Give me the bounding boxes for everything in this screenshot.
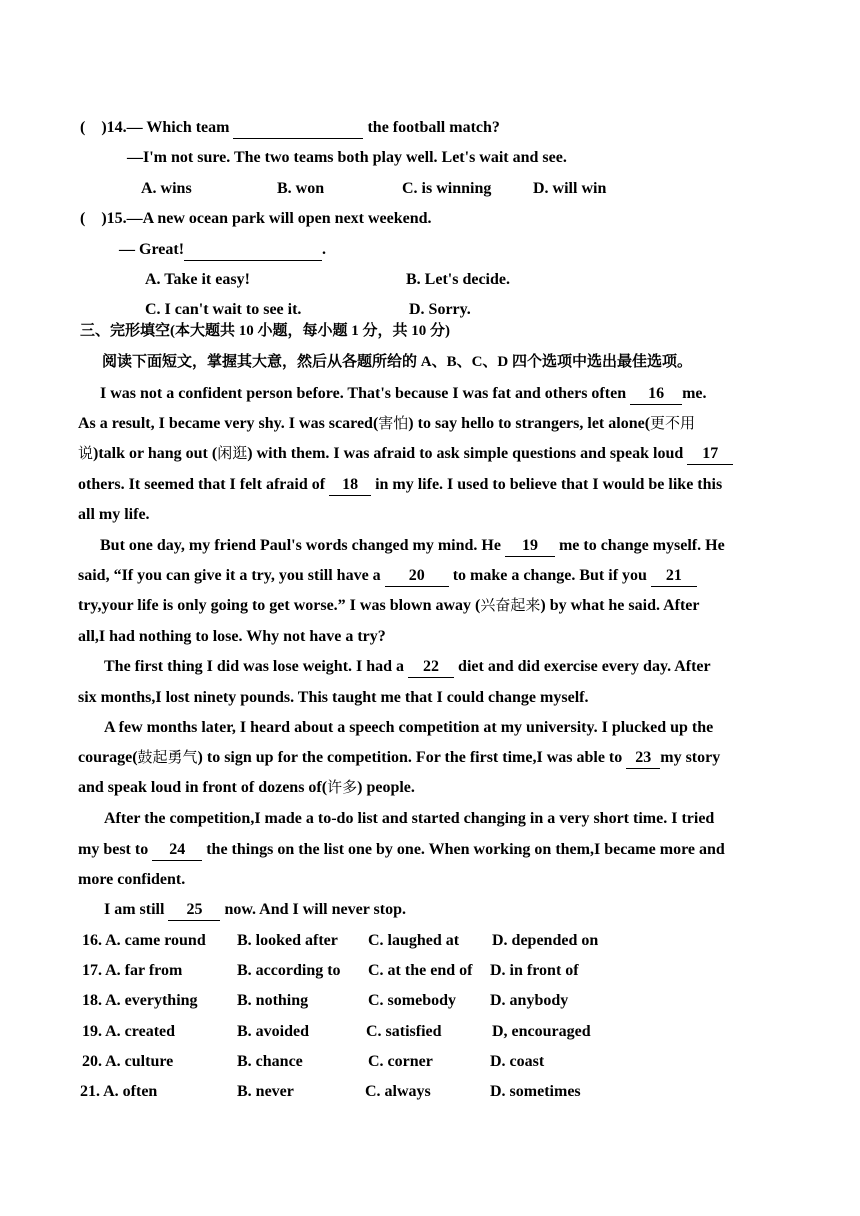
choice-19-b[interactable]: B. avoided (237, 1023, 310, 1040)
passage-line: six months,I lost ninety pounds. This taught me that I could change myself. (78, 689, 589, 706)
passage-line (78, 747, 720, 769)
passage-line: After the competition,I made a to-do list and started changing in a very short time. I tried (104, 810, 715, 827)
passage-line: more confident. (78, 871, 186, 888)
choice-18-b[interactable]: B. nothing (237, 992, 309, 1009)
passage-line: all,I had nothing to lose. Why not have a try? (78, 628, 386, 645)
gloss: 害怕 (378, 414, 409, 432)
passage-text: to make a change. But if you (448, 567, 651, 584)
blank-24[interactable]: 24 (152, 840, 202, 861)
passage-text: ) to say hello to strangers, let alone( (408, 415, 651, 432)
passage-line (100, 384, 707, 405)
passage-text: )talk or hang out ( (93, 445, 218, 462)
option-b[interactable]: B. won (277, 180, 325, 197)
answer-blank[interactable] (184, 240, 322, 261)
choice-18-d[interactable]: D. anybody (490, 992, 569, 1009)
passage-line (78, 840, 725, 861)
section-heading: 三、完形填空(本大题共 10 小题，每小题 1 分，共 10 分) (80, 323, 450, 339)
passage-text: said, “If you can give it a try, you still have a (78, 567, 385, 584)
passage-text: courage( (78, 749, 138, 766)
choice-16-b[interactable]: B. looked after (237, 932, 338, 949)
passage-line (78, 777, 415, 798)
choice-21-a[interactable]: 21. A. often (80, 1083, 158, 1100)
passage-text: me. (682, 385, 707, 402)
choice-19-c[interactable]: C. satisfied (366, 1023, 442, 1040)
choice-20-d[interactable]: D. coast (490, 1053, 545, 1070)
passage-line (100, 536, 725, 557)
choice-18-a[interactable]: 18. A. everything (82, 992, 198, 1009)
passage-line (78, 443, 733, 465)
passage-text: ) to sign up for the competition. For the first time,I was able to (197, 749, 627, 766)
option-a[interactable]: A. wins (141, 180, 192, 197)
gloss: 说 (78, 444, 94, 462)
passage-line: A few months later, I heard about a speech competition at my university. I plucked up the (104, 719, 714, 736)
blank-19[interactable]: 19 (505, 536, 555, 557)
question-15 (80, 209, 432, 229)
choice-18-c[interactable]: C. somebody (368, 992, 457, 1009)
passage-text: the things on the list one by one. When working on them,I became more and (202, 841, 725, 858)
blank-21[interactable]: 21 (651, 566, 697, 587)
passage-text: me to change myself. He (554, 537, 725, 554)
choice-21-d[interactable]: D. sometimes (490, 1083, 581, 1100)
passage-text: I was not a confident person before. That's because I was fat and others often (100, 385, 631, 402)
passage-line (78, 475, 722, 496)
blank-18[interactable]: 18 (329, 475, 371, 496)
passage-text: my best to (78, 841, 153, 858)
passage-line (78, 566, 697, 587)
passage-text: ) by what he said. After (540, 597, 700, 614)
section-instruction: 阅读下面短文，掌握其大意，然后从各题所给的 A、B、C、D 四个选项中选出最佳选项。 (102, 354, 693, 370)
passage-text: in my life. I used to believe that I would be like this (371, 476, 723, 493)
reply-text: — Great! (119, 241, 185, 258)
choice-16-c[interactable]: C. laughed at (368, 932, 460, 949)
passage-text: ) people. (357, 779, 415, 796)
option-a[interactable]: A. Take it easy! (145, 271, 250, 288)
choice-21-c[interactable]: C. always (365, 1083, 431, 1100)
choice-17-c[interactable]: C. at the end of (368, 962, 473, 979)
passage-text: As a result, I became very shy. I was scared( (78, 415, 379, 432)
option-b[interactable]: B. Let's decide. (406, 271, 510, 288)
gloss: 许多 (327, 778, 358, 796)
question-stem-end: the football match? (367, 119, 500, 136)
gloss: 兴奋起来 (480, 596, 541, 614)
choice-21-b[interactable]: B. never (237, 1083, 294, 1100)
passage-line (78, 413, 695, 434)
blank-16[interactable]: 16 (630, 384, 682, 405)
choice-17-b[interactable]: B. according to (237, 962, 341, 979)
choice-16-d[interactable]: D. depended on (492, 932, 599, 949)
passage-line (104, 900, 406, 921)
passage-text: The first thing I did was lose weight. I had a (104, 658, 409, 675)
gloss: 闲逛 (217, 444, 248, 462)
answer-paren[interactable]: ( ) (80, 210, 107, 227)
passage-text: But one day, my friend Paul's words changed my mind. He (100, 537, 505, 554)
choice-19-a[interactable]: 19. A. created (82, 1023, 176, 1040)
passage-line: all my life. (78, 506, 150, 523)
passage-line (78, 595, 700, 616)
reply-end: . (322, 241, 327, 258)
passage-line (104, 657, 711, 678)
question-15-reply (119, 240, 326, 261)
passage-text: diet and did exercise every day. After (454, 658, 711, 675)
question-stem: 15.—A new ocean park will open next weekend. (106, 210, 432, 227)
option-d[interactable]: D. Sorry. (409, 301, 471, 318)
blank-25[interactable]: 25 (168, 900, 220, 921)
answer-paren[interactable]: ( ) (80, 119, 107, 136)
choice-16-a[interactable]: 16. A. came round (82, 932, 206, 949)
choice-20-b[interactable]: B. chance (237, 1053, 303, 1070)
passage-text: my story (660, 749, 721, 766)
choice-17-a[interactable]: 17. A. far from (82, 962, 183, 979)
passage-text: now. And I will never stop. (220, 901, 406, 918)
passage-text: try,your life is only going to get worse.” I was blown away ( (78, 597, 481, 614)
answer-blank[interactable] (233, 118, 363, 139)
question-14 (80, 118, 500, 139)
passage-text: and speak loud in front of dozens of( (78, 779, 328, 796)
blank-22[interactable]: 22 (408, 657, 454, 678)
question-stem: 14.— Which team (106, 119, 230, 136)
choice-20-c[interactable]: C. corner (368, 1053, 433, 1070)
blank-17[interactable]: 17 (687, 444, 733, 465)
passage-text: others. It seemed that I felt afraid of (78, 476, 330, 493)
question-14-reply: —I'm not sure. The two teams both play well. Let's wait and see. (127, 149, 567, 166)
choice-20-a[interactable]: 20. A. culture (82, 1053, 174, 1070)
choice-17-d[interactable]: D. in front of (490, 962, 579, 979)
option-d[interactable]: D. will win (533, 180, 607, 197)
choice-19-d[interactable]: D, encouraged (492, 1023, 591, 1040)
passage-text: ) with them. I was afraid to ask simple questions and speak loud (247, 445, 688, 462)
option-c[interactable]: C. I can't wait to see it. (145, 301, 302, 318)
passage-text: I am still (104, 901, 169, 918)
blank-23[interactable]: 23 (626, 748, 660, 769)
option-c[interactable]: C. is winning (402, 180, 492, 197)
gloss: 鼓起勇气 (137, 748, 198, 766)
gloss: 更不用 (650, 414, 696, 432)
blank-20[interactable]: 20 (385, 566, 449, 587)
